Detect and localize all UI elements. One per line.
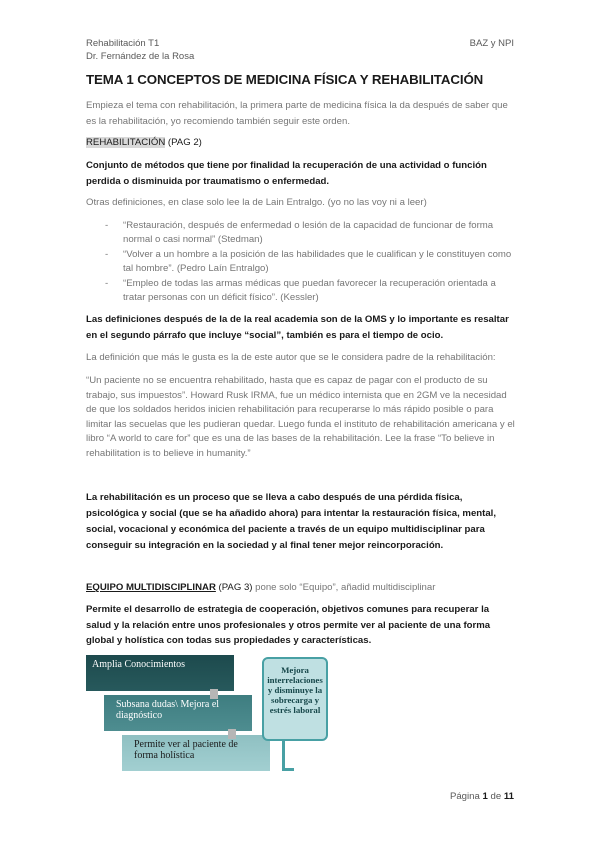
course-name: Rehabilitación T1 — [86, 38, 160, 49]
page-of: de — [487, 791, 504, 802]
list-item — [105, 219, 515, 249]
favorite-definition-intro: La definición que más le gusta es la de este autor que se le considera padre de la rehabilitación: — [86, 352, 496, 363]
current-page: 1 — [482, 791, 488, 802]
bullet-dash: - — [105, 249, 109, 260]
section-note: pone solo “Equipo”, añadid multidisciplinar — [252, 582, 436, 593]
page-label: Página — [449, 791, 483, 802]
header-left — [86, 37, 194, 63]
other-definitions-note: Otras definiciones, en clase solo lee la de Lain Entralgo. (yo no las voy ni a leer) — [86, 197, 427, 208]
bullet-text: “Empleo de todas las armas médicas que puedan favorecer la recuperación orientada a tratar personas con un déficit físico”. (Kessler) — [123, 278, 496, 304]
rehabilitation-summary: La rehabilitación es un proceso que se lleva a cabo después de una pérdida física, psicológica y social (que se ha añadido ahora) para intentar la restauración física, mental, social, vocacional y económica del paciente a través de un equipo multidisciplinar para conseguir su integración en la sociedad y al final tener mejor reincorporación. — [86, 492, 496, 551]
section-heading-equipo — [86, 581, 516, 595]
total-pages: 11 — [503, 791, 514, 802]
header-authors: BAZ y NPI — [469, 38, 514, 49]
down-arrow-icon — [228, 729, 236, 739]
list-item — [105, 248, 515, 278]
bullet-text: “Volver a un hombre a la posición de las habilidades que le cualifican y le constituyen como tal hombre”. (Pedro Laín Entralgo) — [123, 249, 512, 275]
up-arrow-icon — [282, 739, 294, 771]
diagram-step-1: Amplia Conocimientos — [86, 655, 234, 691]
bullet-dash: - — [105, 278, 109, 289]
rusk-quote-paragraph: “Un paciente no se encuentra rehabilitado, hasta que es capaz de pagar con el producto de su trabajo, sus impuestos”. Howard Rusk IRMA, fue un médico internista que en 2GM ve la necesidad de que los soldados heridos inicien rehabilitación para recuperarse lo más rápido posible o para limitar las secuelas que les pudieran quedar. Luego funda el instituto de rehabilitación americana y el libro “A world to care for” que es una de las bases de la rehabilitación. Lee la frase “To believe in rehabilitation is to believe in humanity.” — [86, 375, 515, 459]
bullet-dash: - — [105, 220, 109, 231]
diagram-step-2: Subsana dudas\ Mejora el diagnóstico — [104, 695, 252, 731]
team-paragraph: Permite el desarrollo de estrategia de cooperación, objetivos comunes para recuperar la salud y la relación entre unos profesionales y otros permite ver al paciente de una forma global y holística con todas sus propiedades y características. — [86, 604, 491, 647]
section-title: EQUIPO MULTIDISCIPLINAR — [86, 582, 216, 593]
intro-paragraph: Empieza el tema con rehabilitación, la primera parte de medicina física la da después de saber que es la rehabilitación, yo recomiendo también seguir este orden. — [86, 100, 508, 127]
down-arrow-icon — [210, 689, 218, 699]
professor-name: Dr. Fernández de la Rosa — [86, 51, 195, 62]
diagram-side-box: Mejora interrelaciones y disminuye la sobrecarga y estrés laboral — [262, 657, 328, 741]
list-item — [105, 277, 515, 307]
section-heading-rehabilitacion — [86, 136, 516, 150]
team-benefits-diagram — [86, 655, 326, 773]
definition-paragraph: Conjunto de métodos que tiene por finalidad la recuperación de una actividad o función perdida o disminuida por traumatismo o enfermedad. — [86, 160, 487, 187]
document-title: TEMA 1 CONCEPTOS DE MEDICINA FÍSICA Y REHABILITACIÓN — [86, 72, 484, 87]
oms-note-paragraph: Las definiciones después de la de la real academia son de la OMS y lo importante es resaltar en el segundo párrafo que incluye “social”, también es para el tiempo de ocio. — [86, 314, 509, 341]
bullet-text: “Restauración, después de enfermedad o lesión de la capacidad de funcionar de forma normal o casi normal” (Stedman) — [123, 220, 494, 246]
section-title: REHABILITACIÓN — [86, 137, 166, 148]
section-page-ref: (PAG 2) — [165, 137, 202, 148]
diagram-step-3: Permite ver al paciente de forma holística — [122, 735, 270, 771]
section-page-ref: (PAG 3) — [215, 582, 253, 593]
page-number — [450, 791, 514, 802]
